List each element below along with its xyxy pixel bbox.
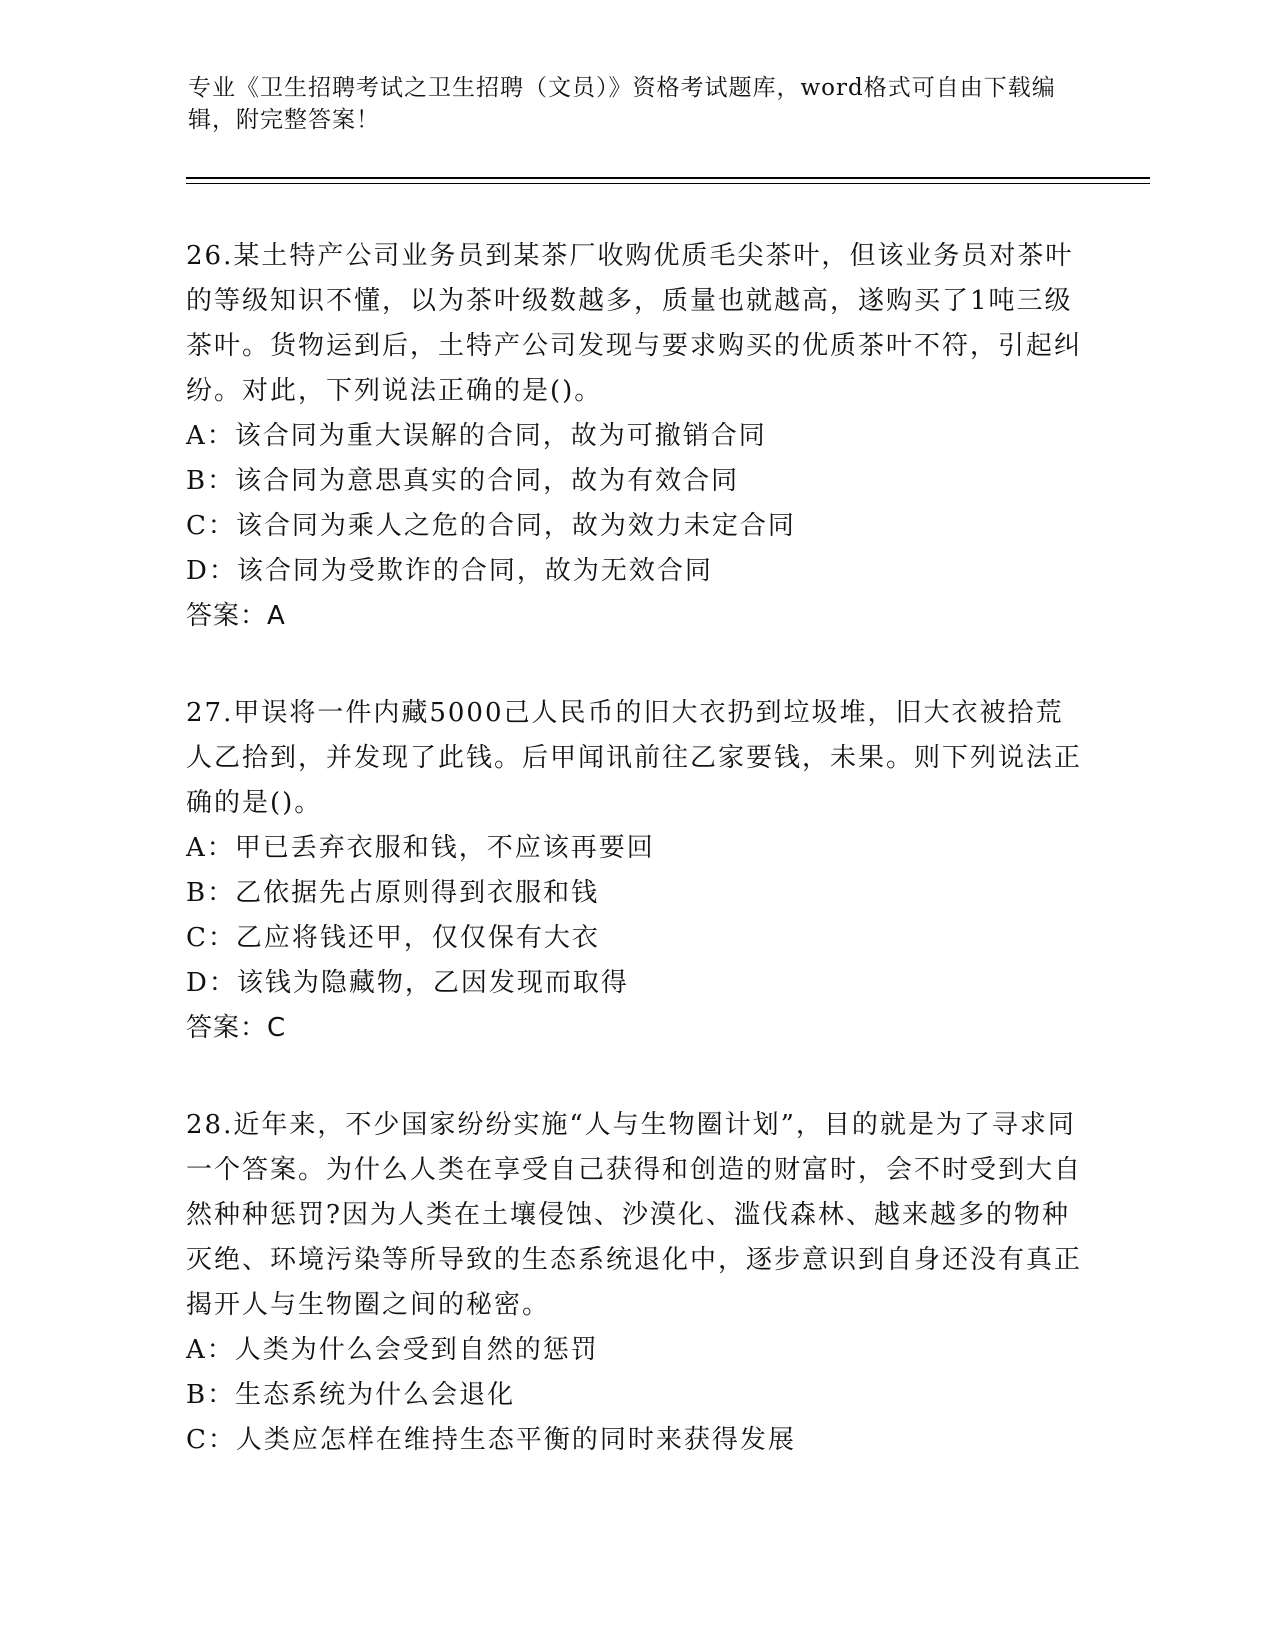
- option-b: B：乙依据先占原则得到衣服和钱: [186, 878, 600, 908]
- option-a: A：人类为什么会受到自然的惩罚: [186, 1335, 599, 1365]
- answer-label: 答案：C: [186, 1013, 287, 1043]
- option-b: B：该合同为意思真实的合同，故为有效合同: [186, 466, 740, 496]
- answer-label: 答案：A: [186, 601, 286, 631]
- question-28: [186, 1103, 1086, 1463]
- question-stem: 28.近年来，不少国家纷纷实施“人与生物圈计划”，目的就是为了寻求同一个答案。为什么人类在享受自己获得和创造的财富时，会不时受到大自然种种惩罚?因为人类在土壤侵蚀、沙漠化、滥伐森林、越来越多的物种灭绝、环境污染等所导致的生态系统退化中，逐步意识到自身还没有真正揭开人与生物圈之间的秘密。: [186, 1110, 1083, 1320]
- option-d: D：该合同为受欺诈的合同，故为无效合同: [186, 556, 713, 586]
- option-a: A：该合同为重大误解的合同，故为可撤销合同: [186, 421, 767, 451]
- question-stem: 27.甲误将一件内藏5000己人民币的旧大衣扔到垃圾堆，旧大衣被拾荒人乙拾到，并发现了此钱。后甲闻讯前往乙家要钱，未果。则下列说法正确的是()。: [186, 698, 1083, 818]
- option-c: C：乙应将钱还甲，仅仅保有大衣: [186, 923, 600, 953]
- question-stem: 26.某土特产公司业务员到某茶厂收购优质毛尖茶叶，但该业务员对茶叶的等级知识不懂，以为茶叶级数越多，质量也就越高，遂购买了1吨三级茶叶。货物运到后，土特产公司发现与要求购买的优质茶叶不符，引起纠纷。对此，下列说法正确的是()。: [186, 241, 1083, 406]
- header-divider-thick: [186, 177, 1150, 179]
- question-27: [186, 691, 1086, 1051]
- option-c: C：人类应怎样在维持生态平衡的同时来获得发展: [186, 1425, 796, 1455]
- header-divider-thin: [186, 183, 1150, 184]
- option-a: A：甲已丢弃衣服和钱，不应该再要回: [186, 833, 655, 863]
- option-b: B：生态系统为什么会退化: [186, 1380, 516, 1410]
- question-26: [186, 234, 1086, 639]
- document-header: 专业《卫生招聘考试之卫生招聘（文员）》资格考试题库，word格式可自由下载编辑，附完整答案！: [188, 75, 1056, 133]
- option-c: C：该合同为乘人之危的合同，故为效力未定合同: [186, 511, 796, 541]
- option-d: D：该钱为隐藏物，乙因发现而取得: [186, 968, 629, 998]
